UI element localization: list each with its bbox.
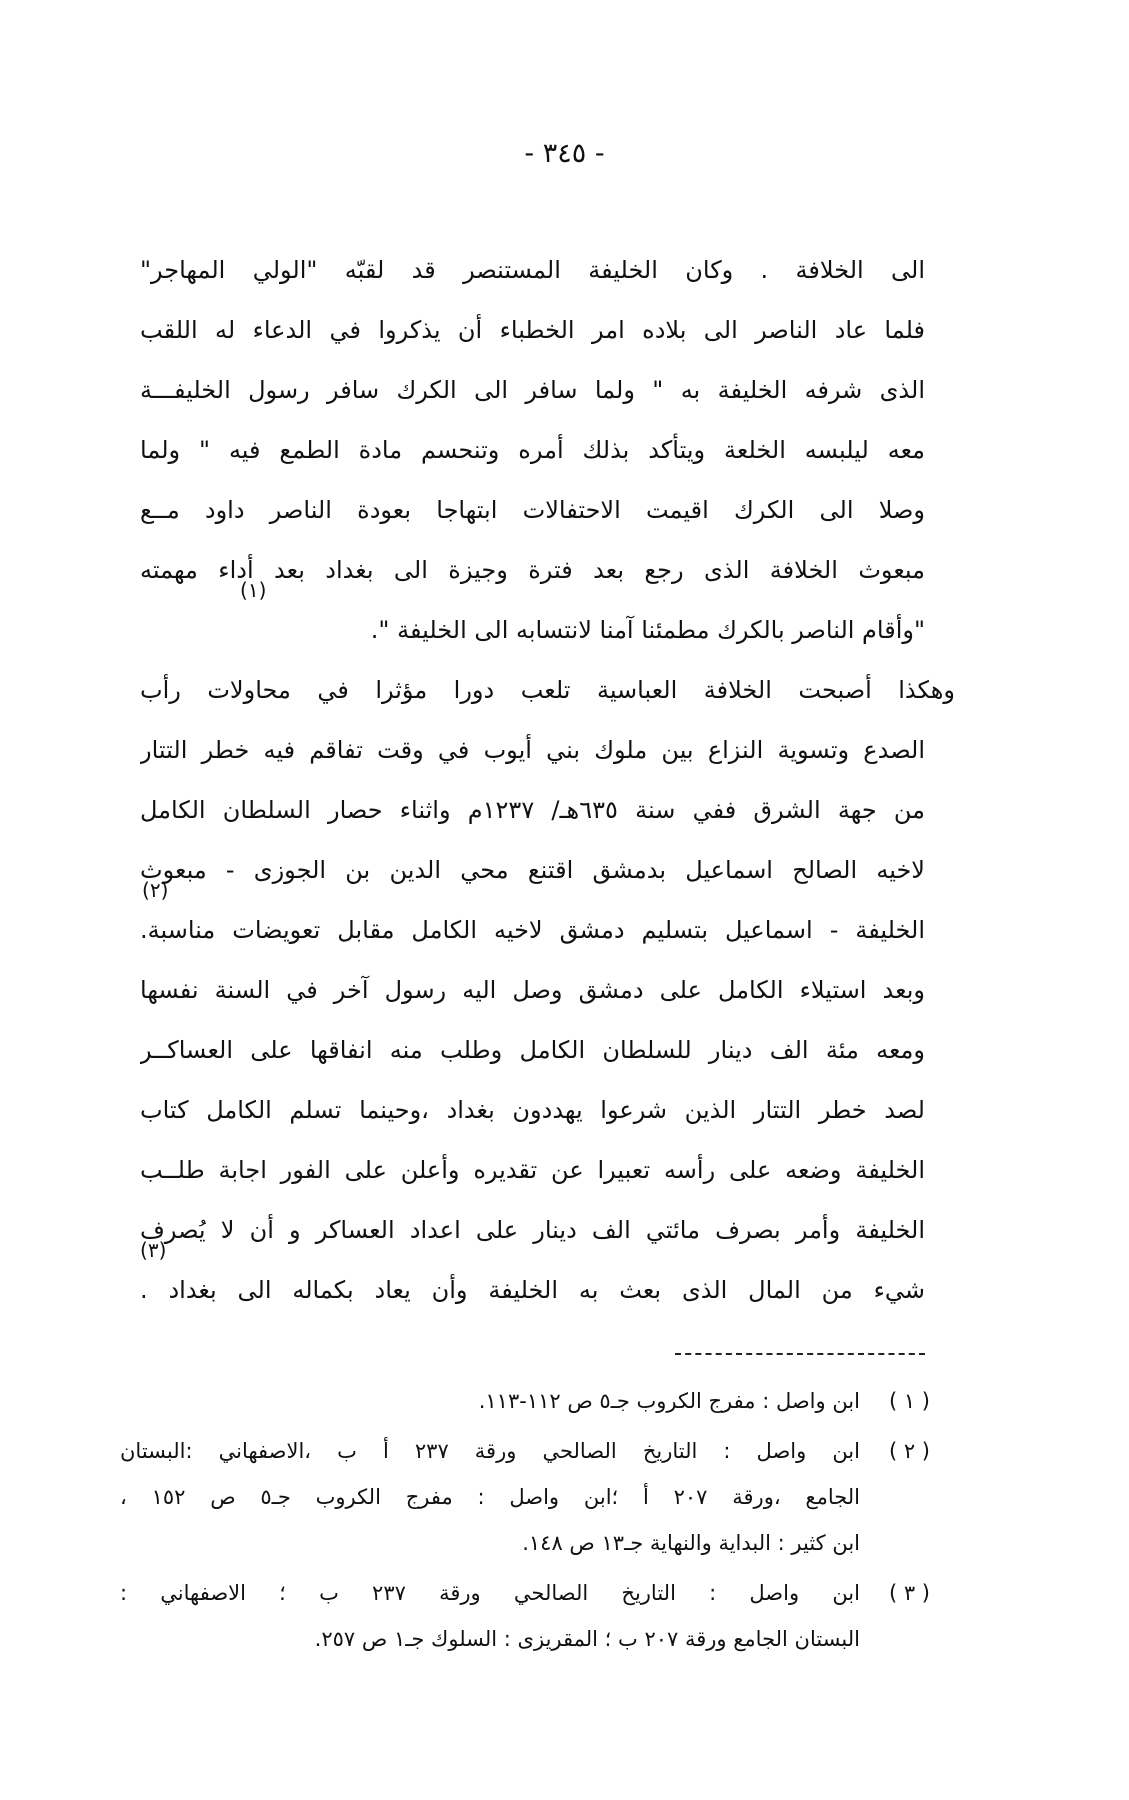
text-line-17: الخليفة وأمر بصرف مائتي الف دينار على اعداد العساكر و أن لا يُصرف bbox=[140, 1216, 925, 1244]
text-line-18: شيء من المال الذى بعث به الخليفة وأن يعاد بكماله الى بغداد . bbox=[140, 1276, 925, 1304]
footnote-ref-2: (٢) bbox=[142, 878, 169, 902]
footnote-divider bbox=[675, 1353, 925, 1355]
text-line-5: وصلا الى الكرك اقيمت الاحتفالات ابتهاجا بعودة الناصر داود مــع bbox=[140, 496, 925, 524]
footnote-line: البستان الجامع ورقة ٢٠٧ ب ؛ المقريزى : السلوك جـ١ ص ٢٥٧. bbox=[314, 1627, 860, 1651]
footnote-number: ( ٢ ) bbox=[888, 1439, 930, 1463]
footnote-line: ابن واصل : التاريخ الصالحي ورقة ٢٣٧ ب ؛ الاصفهاني : bbox=[120, 1581, 860, 1605]
main-text bbox=[140, 240, 955, 1320]
text-line-6: مبعوث الخلافة الذى رجع بعد فترة وجيزة الى بغداد بعد أداء مهمته bbox=[140, 556, 925, 584]
footnote-ref-1: (١) bbox=[240, 578, 267, 602]
text-line-9: الصدع وتسوية النزاع بين ملوك بني أيوب في وقت تفاقم فيه خطر التتار bbox=[140, 736, 925, 764]
text-line-12: الخليفة - اسماعيل بتسليم دمشق لاخيه الكامل مقابل تعويضات مناسبة. bbox=[140, 916, 925, 944]
paragraph-end-3 bbox=[140, 1238, 925, 1320]
text-line-15: لصد خطر التتار الذين شرعوا يهددون بغداد ،وحينما تسلم الكامل كتاب bbox=[140, 1096, 925, 1124]
footnote-ref-3: (٣) bbox=[140, 1238, 167, 1262]
text-line-7: "وأقام الناصر بالكرك مطمئنا آمنا لانتسابه الى الخليفة ". bbox=[370, 616, 925, 644]
footnote-body bbox=[120, 1378, 860, 1424]
text-line-13: وبعد استيلاء الكامل على دمشق وصل اليه رسول آخر في السنة نفسها bbox=[140, 976, 925, 1004]
footnote-body bbox=[120, 1428, 860, 1566]
footnote-line: ابن كثير : البداية والنهاية جـ١٣ ص ١٤٨. bbox=[522, 1531, 860, 1555]
text-line-8: وهكذا أصبحت الخلافة العباسية تلعب دورا مؤثرا في محاولات رأب bbox=[140, 676, 955, 704]
text-line-14: ومعه مئة الف دينار للسلطان الكامل وطلب منه انفاقها على العساكــر bbox=[140, 1036, 925, 1064]
footnote-3 bbox=[120, 1570, 930, 1662]
footnote-1 bbox=[120, 1378, 930, 1424]
text-line-1: الى الخلافة . وكان الخليفة المستنصر قد لقبّه "الولي المهاجر" bbox=[140, 256, 925, 284]
paragraph-end-1 bbox=[140, 578, 925, 660]
footnote-body bbox=[120, 1570, 860, 1662]
footnote-line: ابن واصل : التاريخ الصالحي ورقة ٢٣٧ أ ب ،الاصفهاني :البستان bbox=[120, 1439, 860, 1463]
paragraph-end-2 bbox=[140, 878, 925, 960]
footnote-number: ( ١ ) bbox=[888, 1389, 930, 1413]
text-line-2: فلما عاد الناصر الى بلاده امر الخطباء أن يذكروا في الدعاء له اللقب bbox=[140, 316, 925, 344]
footnote-2 bbox=[120, 1428, 930, 1566]
footnotes bbox=[120, 1378, 930, 1666]
text-line-3: الذى شرفه الخليفة به " ولما سافر الى الكرك سافر رسول الخليفـــة bbox=[140, 376, 925, 404]
footnote-line: ابن واصل : مفرج الكروب جـ٥ ص ١١٢-١١٣. bbox=[478, 1389, 860, 1413]
text-line-4: معه ليلبسه الخلعة ويتأكد بذلك أمره وتنحسم مادة الطمع فيه " ولما bbox=[140, 436, 925, 464]
footnote-number: ( ٣ ) bbox=[888, 1581, 930, 1605]
text-line-10: من جهة الشرق ففي سنة ٦٣٥هـ/ ١٢٣٧م واثناء حصار السلطان الكامل bbox=[140, 796, 925, 824]
text-line-16: الخليفة وضعه على رأسه تعبيرا عن تقديره وأعلن على الفور اجابة طلــب bbox=[140, 1156, 925, 1184]
text-line-11: لاخيه الصالح اسماعيل بدمشق اقتنع محي الدين بن الجوزى - مبعوث bbox=[140, 856, 925, 884]
page-number: - ٣٤٥ - bbox=[524, 138, 605, 169]
footnote-line: الجامع ،ورقة ٢٠٧ أ ؛ابن واصل : مفرج الكروب جـ٥ ص ١٥٢ ، bbox=[120, 1485, 861, 1509]
